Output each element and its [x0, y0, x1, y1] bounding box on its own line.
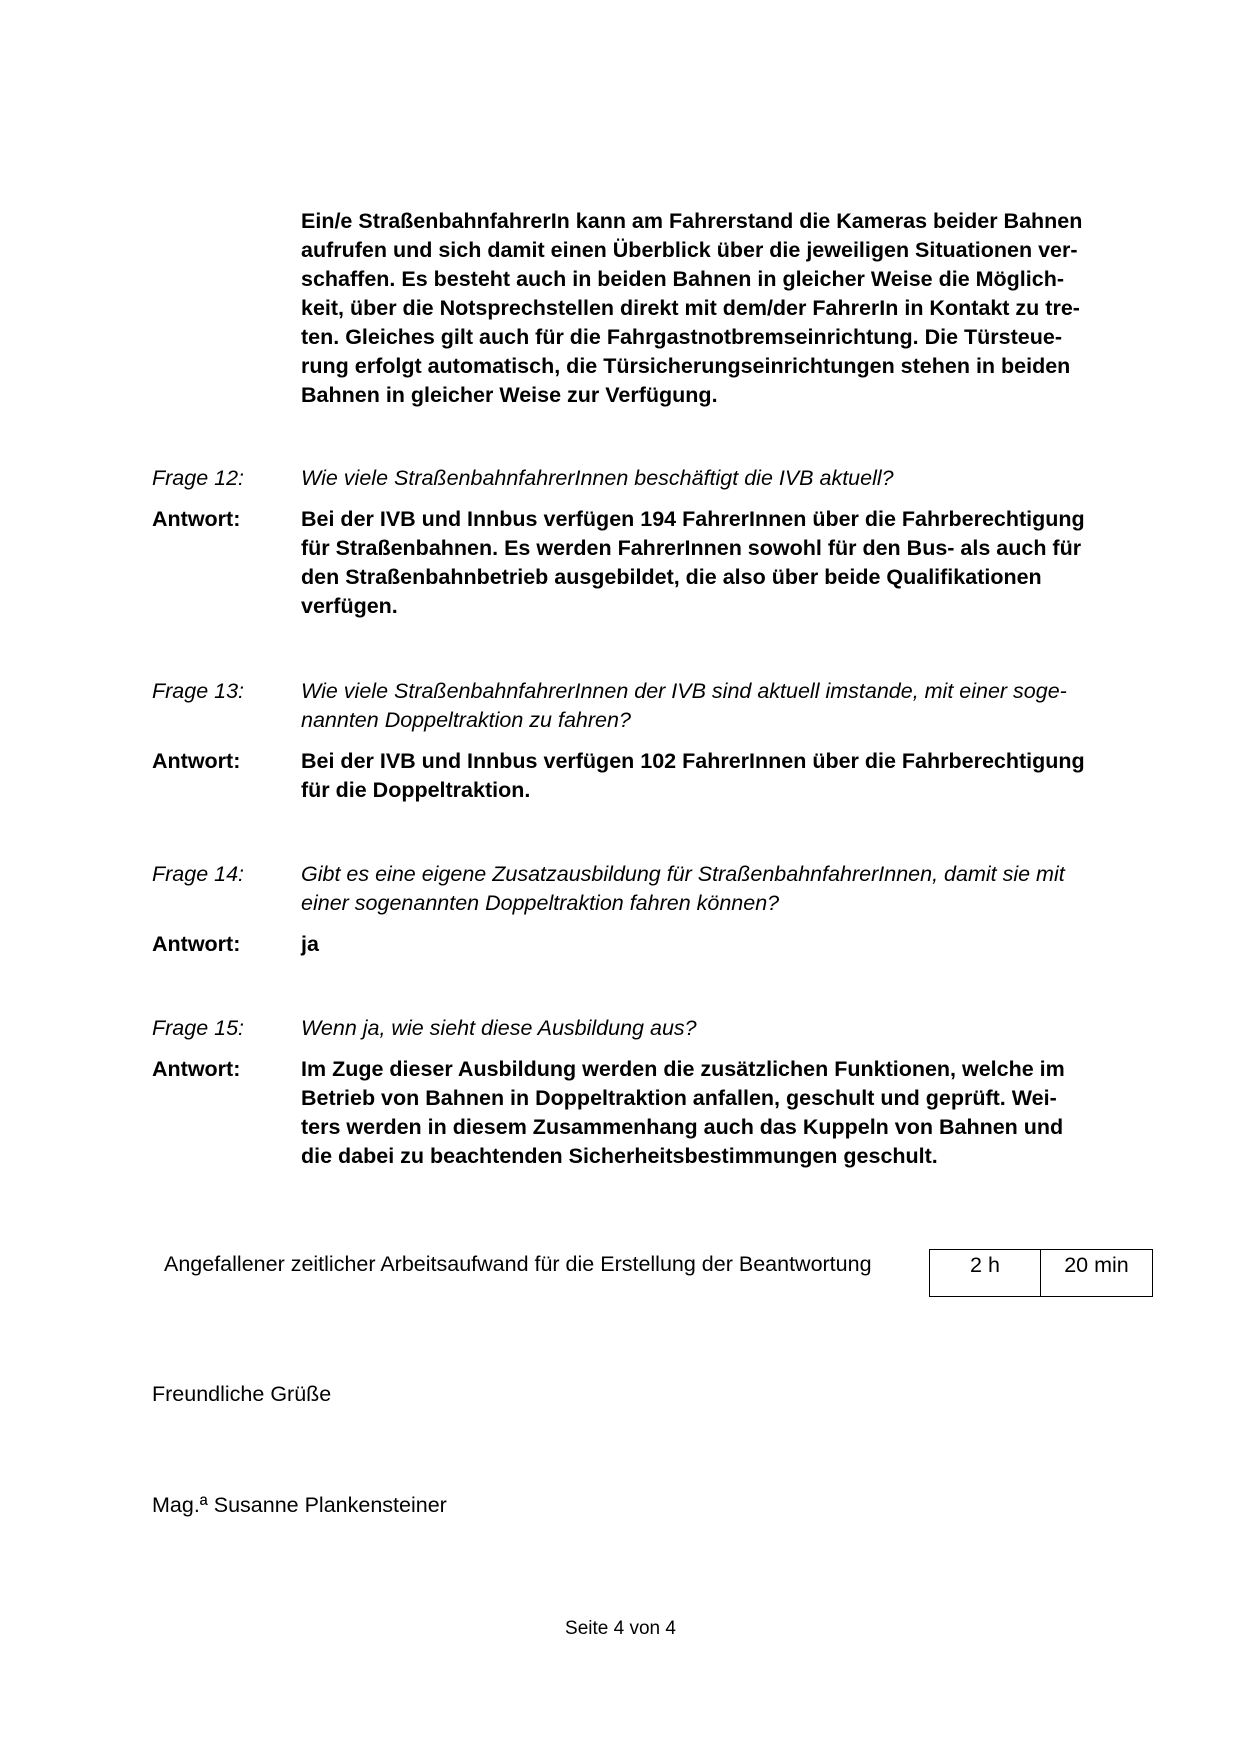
question-line: nannten Doppeltraktion zu fahren? — [301, 708, 631, 732]
answer-line: verfügen. — [301, 594, 398, 618]
answer-label: Antwort: — [152, 507, 241, 531]
answer-label: Antwort: — [152, 932, 241, 956]
intro-line: Bahnen in gleicher Weise zur Verfügung. — [301, 383, 718, 407]
effort-label: Angefallener zeitlicher Arbeitsaufwand für die Erstellung der Beantwortung — [164, 1252, 872, 1276]
answer-line: Im Zuge dieser Ausbildung werden die zusätzlichen Funktionen, welche im — [301, 1057, 1065, 1081]
intro-line: rung erfolgt automatisch, die Türsicherungseinrichtungen stehen in beiden — [301, 354, 1071, 378]
answer-text — [301, 930, 319, 959]
question-text — [301, 860, 1065, 918]
signer-name: Mag.ª Susanne Plankensteiner — [152, 1493, 447, 1517]
question-line: Wie viele StraßenbahnfahrerInnen beschäftigt die IVB aktuell? — [301, 466, 894, 490]
answer-line: die dabei zu beachtenden Sicherheitsbestimmungen geschult. — [301, 1144, 938, 1168]
answer-line: den Straßenbahnbetrieb ausgebildet, die also über beide Qualifikationen — [301, 565, 1042, 589]
question-text — [301, 464, 894, 493]
question-label: Frage 13: — [152, 679, 245, 703]
intro-paragraph — [301, 207, 1145, 410]
intro-line: Ein/e StraßenbahnfahrerIn kann am Fahrerstand die Kameras beider Bahnen — [301, 209, 1083, 233]
question-label: Frage 15: — [152, 1016, 245, 1040]
answer-line: Bei der IVB und Innbus verfügen 102 FahrerInnen über die Fahrberechtigung — [301, 749, 1085, 773]
intro-line: ten. Gleiches gilt auch für die Fahrgastnotbremseinrichtung. Die Türsteue- — [301, 325, 1062, 349]
question-line: einer sogenannten Doppeltraktion fahren können? — [301, 891, 780, 915]
answer-text — [301, 505, 1085, 621]
answer-text — [301, 747, 1085, 805]
page-number: Seite 4 von 4 — [565, 1618, 676, 1639]
answer-line: ters werden in diesem Zusammenhang auch das Kuppeln von Bahnen und — [301, 1115, 1064, 1139]
answer-text — [301, 1055, 1065, 1171]
question-text — [301, 1014, 697, 1043]
answer-line: für Straßenbahnen. Es werden FahrerInnen sowohl für den Bus- als auch für — [301, 536, 1082, 560]
intro-line: keit, über die Notsprechstellen direkt mit dem/der FahrerIn in Kontakt zu tre- — [301, 296, 1080, 320]
question-line: Wenn ja, wie sieht diese Ausbildung aus? — [301, 1016, 697, 1040]
intro-line: aufrufen und sich damit einen Überblick über die jeweiligen Situationen ver- — [301, 238, 1078, 262]
answer-label: Antwort: — [152, 1057, 241, 1081]
answer-label: Antwort: — [152, 749, 241, 773]
effort-minutes: 20 min — [1064, 1253, 1129, 1277]
question-label: Frage 14: — [152, 862, 245, 886]
answer-line: ja — [301, 932, 319, 956]
closing-greeting: Freundliche Grüße — [152, 1382, 332, 1406]
answer-line: Bei der IVB und Innbus verfügen 194 FahrerInnen über die Fahrberechtigung — [301, 507, 1085, 531]
question-label: Frage 12: — [152, 466, 245, 490]
question-line: Gibt es eine eigene Zusatzausbildung für StraßenbahnfahrerInnen, damit sie mit — [301, 862, 1065, 886]
answer-line: für die Doppeltraktion. — [301, 778, 531, 802]
intro-line: schaffen. Es besteht auch in beiden Bahnen in gleicher Weise die Möglich- — [301, 267, 1065, 291]
effort-table — [929, 1249, 1153, 1297]
question-text — [301, 677, 1067, 735]
answer-line: Betrieb von Bahnen in Doppeltraktion anfallen, geschult und geprüft. Wei- — [301, 1086, 1057, 1110]
effort-hours: 2 h — [930, 1250, 1041, 1296]
question-line: Wie viele StraßenbahnfahrerInnen der IVB sind aktuell imstande, mit einer soge- — [301, 679, 1067, 703]
